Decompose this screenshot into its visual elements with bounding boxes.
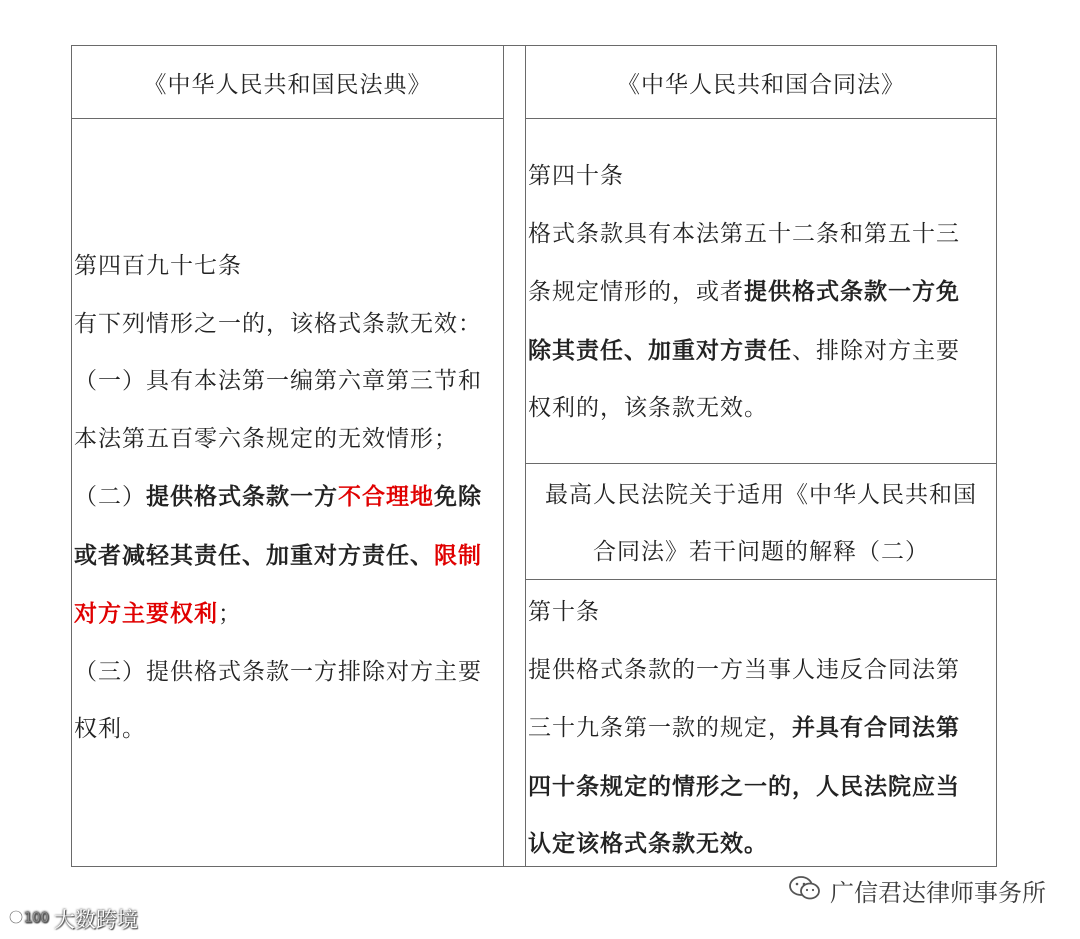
right-row-divider-1 [525, 463, 997, 464]
right-column-title: 《中华人民共和国合同法》 [617, 71, 905, 98]
article-10-line-4: 认定该格式条款无效。 [528, 830, 768, 857]
article-40-line-2 [528, 263, 960, 322]
article-10-number: 第十条 [528, 599, 600, 625]
item-1-line-1: （一）具有本法第一编第六章第三节和 [74, 368, 482, 394]
contract-law-article-40 [528, 148, 960, 438]
civil-code-article-497 [74, 238, 482, 759]
article-10-line-2-plain: 三十九条第一款的规定， [528, 715, 792, 741]
watermark-law-firm [788, 873, 1046, 908]
item-1-line-2: 本法第五百零六条规定的无效情形； [74, 425, 458, 452]
logo-icon [8, 905, 50, 934]
item-2-line-3-red: 对方主要权利 [74, 600, 218, 627]
table-right-border [996, 45, 997, 867]
interpretation-title-line-2: 合同法》若干问题的解释（二） [593, 539, 929, 565]
item-2-prefix: （二） [74, 484, 146, 510]
article-40-line-3 [528, 322, 960, 381]
header-divider-right [525, 118, 997, 119]
article-40-line-1: 格式条款具有本法第五十二条和第五十三 [528, 220, 960, 247]
article-40-line-4: 权利的，该条款无效。 [528, 395, 768, 421]
article-40-line-2-plain: 条规定情形的，或者 [528, 279, 744, 305]
item-2-line-2-bold: 或者减轻其责任、加重对方责任、 [74, 541, 434, 569]
header-divider-left [71, 118, 504, 119]
interpretation-article-10 [528, 584, 960, 873]
article-10-line-2-bold: 并具有合同法第 [792, 714, 960, 741]
item-2-bold-2: 免除 [434, 483, 482, 510]
article-intro: 有下列情形之一的，该格式条款无效： [74, 310, 482, 337]
watermark-site [8, 904, 138, 934]
article-40-line-3-plain: 、排除对方主要 [792, 337, 960, 364]
article-number: 第四百九十七条 [74, 253, 242, 279]
item-2-line-3-end: ； [218, 601, 242, 627]
item-2-line-1 [74, 468, 482, 527]
column-divider-right [525, 45, 526, 867]
interpretation-title [526, 467, 996, 581]
item-2-line-2-red: 限制 [434, 541, 482, 569]
item-3-line-1: （三）提供格式条款一方排除对方主要 [74, 658, 482, 685]
comparison-table [71, 45, 997, 867]
item-3-line-2: 权利。 [74, 716, 146, 742]
article-10-line-1: 提供格式条款的一方当事人违反合同法第 [528, 656, 960, 683]
item-2-line-2 [74, 527, 482, 586]
article-10-line-2 [528, 699, 960, 758]
item-2-line-3 [74, 585, 482, 644]
item-2-red: 不合理地 [338, 483, 434, 510]
column-divider-left [503, 45, 504, 867]
article-40-line-3-bold: 除其责任、加重对方责任 [528, 336, 792, 364]
left-column-title: 《中华人民共和国民法典》 [143, 71, 432, 98]
watermark-site-text: 大数跨境 [54, 908, 138, 932]
interpretation-title-line-1: 最高人民法院关于适用《中华人民共和国 [545, 482, 977, 508]
wechat-icon [788, 874, 822, 908]
article-40-line-2-bold: 提供格式条款一方免 [744, 278, 960, 305]
table-left-border [71, 45, 72, 867]
article-10-line-3: 四十条规定的情形之一的，人民法院应当 [528, 772, 960, 800]
item-2-bold: 提供格式条款一方 [146, 483, 338, 510]
svg-text:100: 100 [24, 910, 49, 926]
watermark-law-firm-text: 广信君达律师事务所 [830, 879, 1046, 907]
article-40-number: 第四十条 [528, 163, 624, 189]
